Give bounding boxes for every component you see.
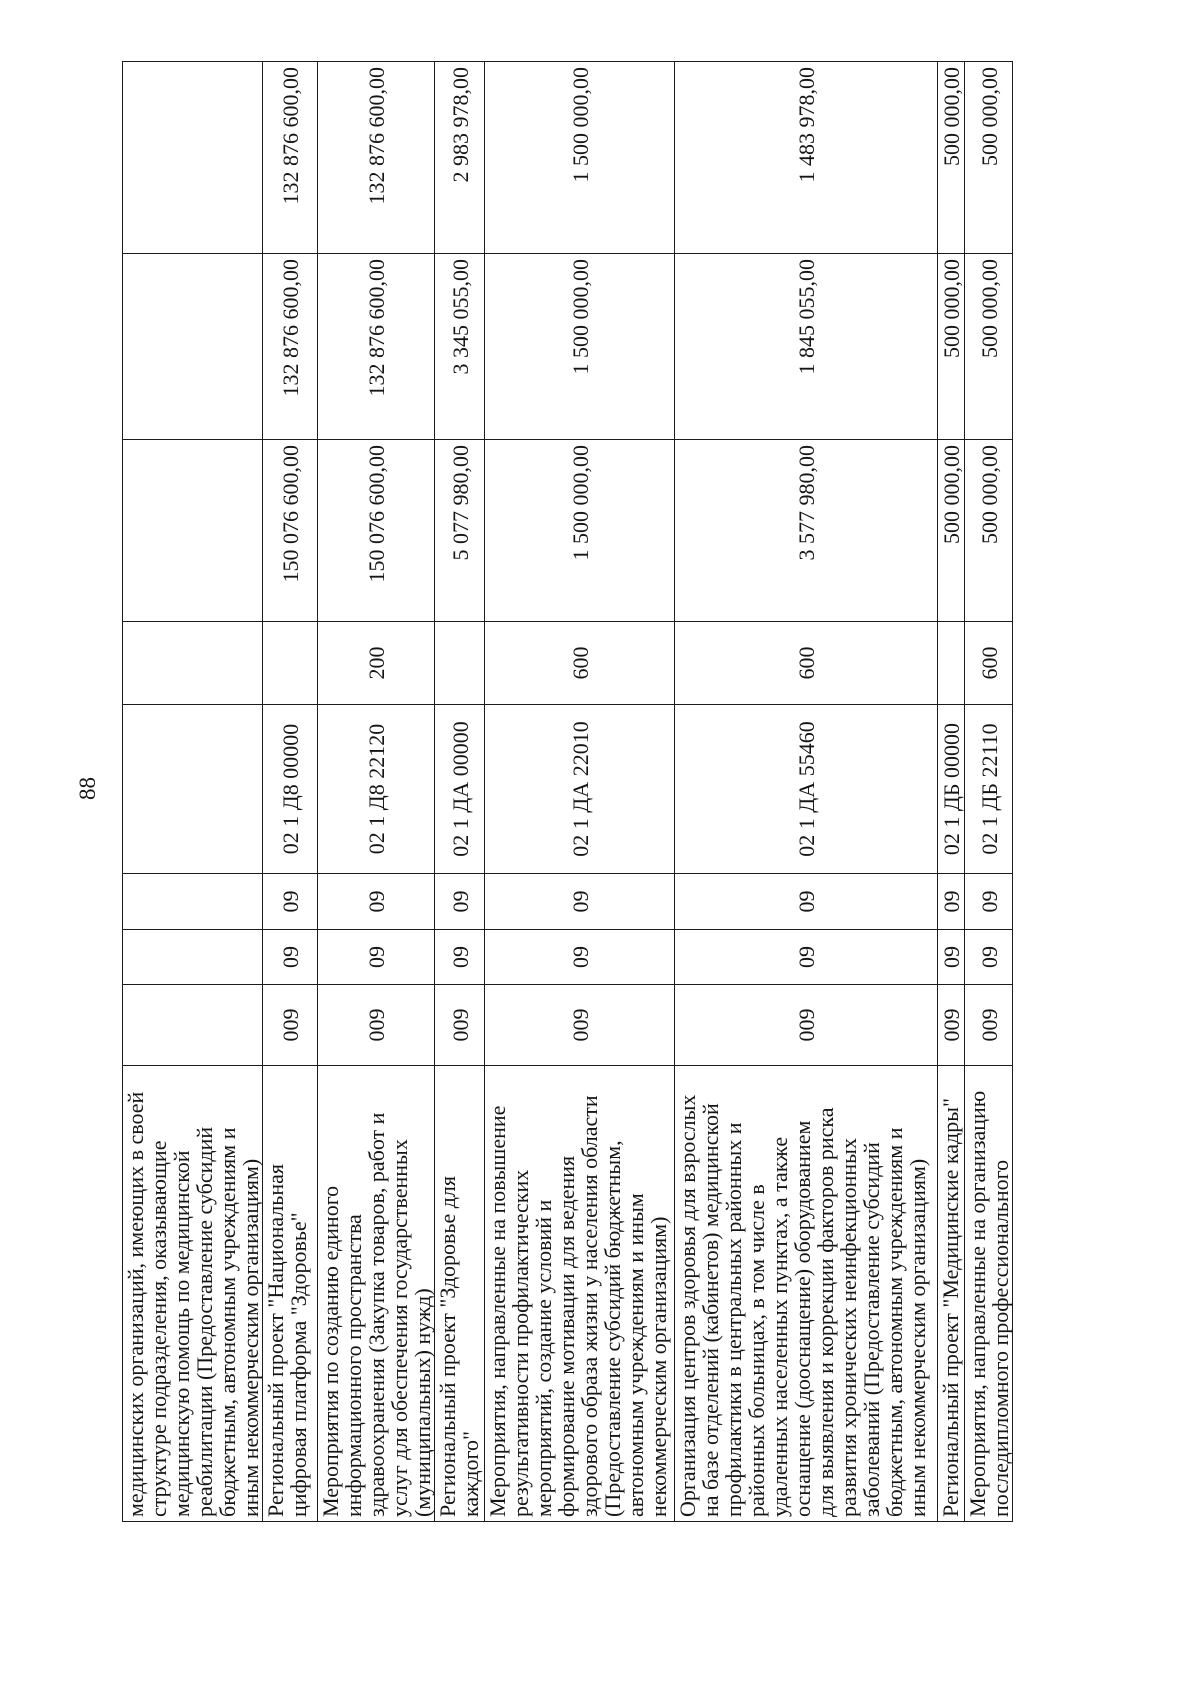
subsection-code-cell: 09 <box>485 874 675 930</box>
section-code-cell: 09 <box>435 930 485 985</box>
row-description: Мероприятия, направленные на повышение результативности профилактических мероприятий, создание условий и формирование мотивации для ведения здорового образа жизни у населения области (Предоставление субсидий бюджетным, автономным учреждениям и иным некоммерческим организациям) <box>485 1066 675 1522</box>
budget-table <box>122 61 1013 1522</box>
row-description: Региональный проект "Медицинские кадры" <box>938 1066 965 1522</box>
subsection-code-cell: 09 <box>435 874 485 930</box>
amount-3-cell: 2 983 978,00 <box>435 62 485 254</box>
row-description: Мероприятия, направленные на организацию последипломного профессионального <box>965 1066 1013 1522</box>
section-code-cell: 09 <box>965 930 1013 985</box>
ministry-code-cell: 009 <box>938 985 965 1066</box>
page-number: 88 <box>75 777 100 800</box>
amount-2-cell: 132 876 600,00 <box>318 254 435 440</box>
target-article-code-cell: 02 1 ДА 55460 <box>675 705 938 874</box>
subsection-code-cell: 09 <box>938 874 965 930</box>
amount-2-cell: 500 000,00 <box>965 254 1013 440</box>
section-code-cell: 09 <box>318 930 435 985</box>
ministry-code-cell: 009 <box>263 985 318 1066</box>
expense-type-cell: 600 <box>485 622 675 705</box>
subsection-code-cell: 09 <box>263 874 318 930</box>
amount-2-cell: 1 845 055,00 <box>675 254 938 440</box>
target-article-code-cell: 02 1 ДБ 22110 <box>965 705 1013 874</box>
amount-1-cell: 500 000,00 <box>938 440 965 622</box>
table-row <box>123 62 263 1522</box>
ministry-code-cell: 009 <box>318 985 435 1066</box>
table-row <box>318 62 435 1522</box>
row-description: Региональный проект "Национальная цифровая платформа "Здоровье" <box>263 1066 318 1522</box>
row-description: медицинских организаций, имеющих в своей структуре подразделения, оказывающие медицинскую помощь по медицинской реабилитации (Предоставление субсидий бюджетным, автономным учреждениям и иным некоммерческим организациям) <box>123 1066 263 1522</box>
ministry-code-cell: 009 <box>675 985 938 1066</box>
expense-type-cell <box>123 622 263 705</box>
table-row <box>485 62 675 1522</box>
ministry-code-cell: 009 <box>435 985 485 1066</box>
target-article-code-cell: 02 1 ДА 00000 <box>435 705 485 874</box>
table-row <box>263 62 318 1522</box>
section-code-cell: 09 <box>675 930 938 985</box>
expense-type-cell <box>938 622 965 705</box>
section-code-cell: 09 <box>938 930 965 985</box>
amount-2-cell: 1 500 000,00 <box>485 254 675 440</box>
expense-type-cell: 600 <box>965 622 1013 705</box>
section-code-cell <box>123 930 263 985</box>
amount-1-cell: 5 077 980,00 <box>435 440 485 622</box>
target-article-code-cell: 02 1 Д8 00000 <box>263 705 318 874</box>
expense-type-cell: 600 <box>675 622 938 705</box>
amount-2-cell <box>123 254 263 440</box>
subsection-code-cell: 09 <box>318 874 435 930</box>
subsection-code-cell <box>123 874 263 930</box>
amount-3-cell: 1 483 978,00 <box>675 62 938 254</box>
amount-1-cell: 3 577 980,00 <box>675 440 938 622</box>
amount-2-cell: 500 000,00 <box>938 254 965 440</box>
row-description: Мероприятия по созданию единого информационного пространства здравоохранения (Закупка товаров, работ и услуг для обеспечения государственных (муниципальных) нужд) <box>318 1066 435 1522</box>
amount-3-cell: 132 876 600,00 <box>318 62 435 254</box>
amount-3-cell: 132 876 600,00 <box>263 62 318 254</box>
amount-3-cell <box>123 62 263 254</box>
ministry-code-cell <box>123 985 263 1066</box>
target-article-code-cell: 02 1 Д8 22120 <box>318 705 435 874</box>
table-row <box>938 62 965 1522</box>
section-code-cell: 09 <box>263 930 318 985</box>
subsection-code-cell: 09 <box>675 874 938 930</box>
table-row <box>965 62 1013 1522</box>
amount-3-cell: 500 000,00 <box>938 62 965 254</box>
amount-1-cell: 150 076 600,00 <box>318 440 435 622</box>
target-article-code-cell <box>123 705 263 874</box>
amount-1-cell: 150 076 600,00 <box>263 440 318 622</box>
amount-3-cell: 1 500 000,00 <box>485 62 675 254</box>
amount-2-cell: 132 876 600,00 <box>263 254 318 440</box>
amount-1-cell <box>123 440 263 622</box>
expense-type-cell <box>435 622 485 705</box>
row-description: Организация центров здоровья для взрослых на базе отделений (кабинетов) медицинской профилактики в центральных районных и районных больницах, в том числе в удаленных населенных пунктах, а также оснащение (дооснащение) оборудованием для выявления и коррекции факторов риска развития хронических неинфекционных заболеваний (Предоставление субсидий бюджетным, автономным учреждениям и иным некоммерческим организациям) <box>675 1066 938 1522</box>
ministry-code-cell: 009 <box>485 985 675 1066</box>
target-article-code-cell: 02 1 ДБ 00000 <box>938 705 965 874</box>
row-description: Региональный проект "Здоровье для каждого" <box>435 1066 485 1522</box>
amount-1-cell: 1 500 000,00 <box>485 440 675 622</box>
amount-3-cell: 500 000,00 <box>965 62 1013 254</box>
expense-type-cell <box>263 622 318 705</box>
table-row <box>435 62 485 1522</box>
subsection-code-cell: 09 <box>965 874 1013 930</box>
amount-1-cell: 500 000,00 <box>965 440 1013 622</box>
amount-2-cell: 3 345 055,00 <box>435 254 485 440</box>
ministry-code-cell: 009 <box>965 985 1013 1066</box>
section-code-cell: 09 <box>485 930 675 985</box>
expense-type-cell: 200 <box>318 622 435 705</box>
target-article-code-cell: 02 1 ДА 22010 <box>485 705 675 874</box>
table-row <box>675 62 938 1522</box>
